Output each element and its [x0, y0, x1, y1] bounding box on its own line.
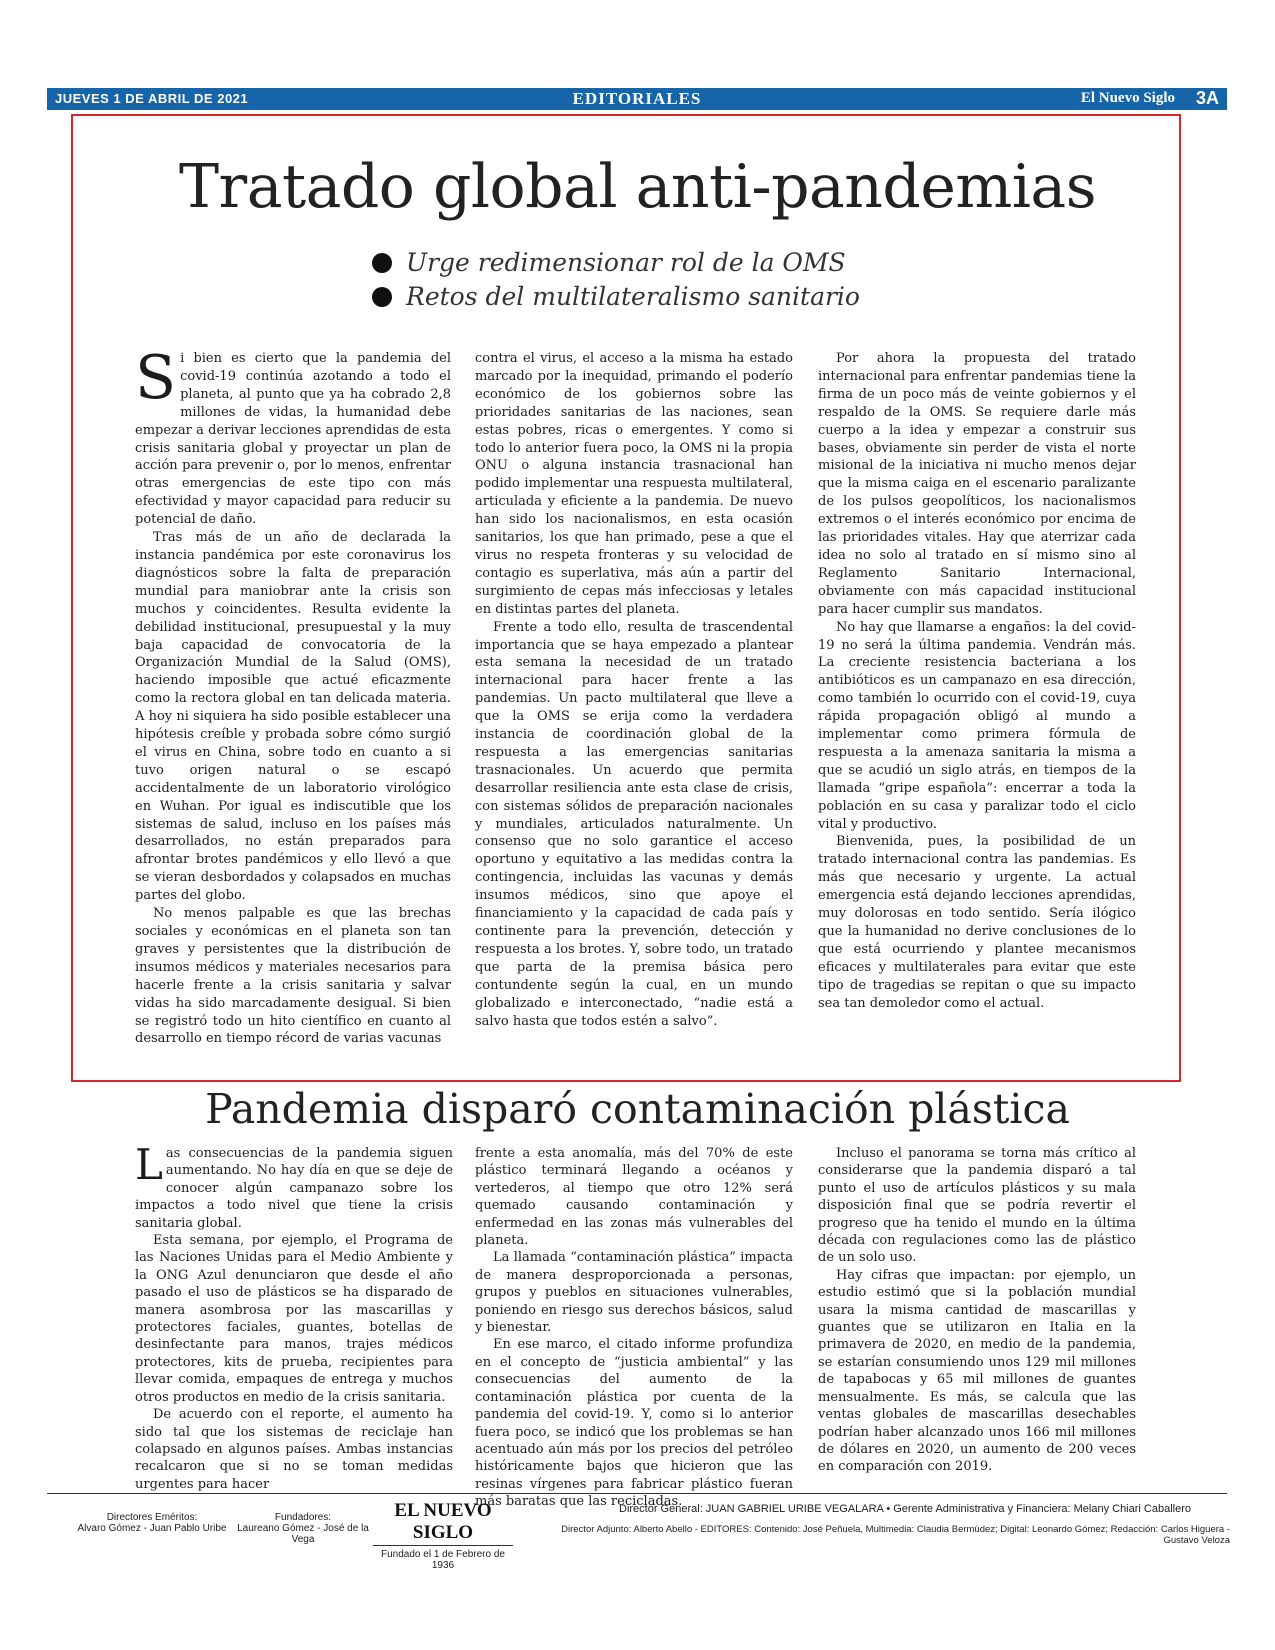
paragraph: De acuerdo con el reporte, el aumento ha sido tal que los sistemas de reciclaje han colapsado en algunos países. Ambas instancias recalcaron que si no se toman medidas urgentes para hacer	[135, 1407, 453, 1492]
paragraph: No menos palpable es que las brechas sociales y económicas en el planeta son tan graves y persistentes que la distribución de insumos médicos y materiales necesarios para hacerle frente a la crisis sanitaria y salvar vidas ha sido marcadamente desigual. Si bien se registró todo un hito científico en cuanto al desarrollo en tiempo récord de varias vacunas	[135, 906, 451, 1047]
paragraph: Por ahora la propuesta del tratado internacional para enfrentar pandemias tiene la firma de un poco más de veinte gobiernos y el respaldo de la OMS. Se requiere darle más cuerpo a la idea y empezar a construir sus bases, obviamente sin perder de vista el norte misional de la iniciativa ni mucho menos dejar que la misma caiga en el escenario paralizante de los pulsos geopolíticos, los nacionalismos extremos o el interés económico por encima de las prioridades vitales. Hay que aterrizar cada idea no solo al tratado en sí mismo sino al Reglamento Sanitario Internacional, obviamente con más capacidad institucional para hacer cumplir sus mandatos.	[818, 351, 1136, 617]
paragraph: Si bien es cierto que la pandemia del covid-19 continúa azotando a todo el planeta, al punto que ya ha cobrado 2,8 millones de vidas, la humanidad debe empezar a derivar lecciones aprendidas de esta crisis sanitaria global y proyectar un plan de acción para prevenir o, por lo menos, enfrentar otras emergencias de este tipo con más efectividad y mayor capacidad para reducir su potencial de daño.	[135, 343, 451, 528]
section-title: EDITORIALES	[572, 89, 702, 108]
paragraph: Esta semana, por ejemplo, el Programa de las Naciones Unidas para el Medio Ambiente y la ONG Azul denunciaron que desde el año pasado el uso de plásticos se ha disparado de manera asombrosa por las mascarillas y protectores faciales, guantes, botellas de desinfectante para manos, trajes médicos protectores, kits de prueba, recipientes para llevar comida, empaques de entrega y muchos otros productos en medio de la crisis sanitaria.	[135, 1233, 453, 1405]
editorial-1-column-3	[818, 350, 1136, 1013]
editorial-1-bullets	[372, 246, 860, 314]
founded-date: Fundado el 1 de Febrero de 1936	[381, 1549, 505, 1571]
staff-line-1: Director General: JUAN GABRIEL URIBE VEGALARA • Gerente Administrativa y Financiera: Melany Chiari Caballero	[619, 1503, 1191, 1515]
issue-date: JUEVES 1 DE ABRIL DE 2021	[55, 91, 249, 106]
paragraph: Bienvenida, pues, la posibilidad de un tratado internacional contra las pandemias. Es más que necesario y urgente. La actual emergencia está dejando lecciones aprendidas, muy dolorosas en todo sentido. Sería ilógico que la humanidad no derive conclusiones de lo que está ocurriendo y plantee mecanismos eficaces y multilaterales para evitar que este tipo de tragedias se repitan o que su impacto sea tan demoledor como el actual.	[818, 834, 1136, 1011]
bullet-item: Retos del multilateralismo sanitario	[372, 280, 860, 314]
editorial-2-column-3	[818, 1145, 1136, 1476]
paragraph: Tras más de un año de declarada la instancia pandémica por este coronavirus los diagnósticos sobre la falta de preparación mundial para maniobrar ante la crisis son muchos y coincidentes. Resulta evidente la debilidad institucional, presupuestal y la muy baja capacidad de convocatoria de la Organización Mundial de la Salud (OMS), haciendo imposible que actué eficazmente como la rectora global en tan delicada materia. A hoy ni siquiera ha sido posible establecer una hipótesis creíble y probada sobre cómo surgió el virus en China, sobre todo en cuanto a si tuvo origen natural o se escapó accidentalmente de un laboratorio virológico en Wuhan. Por igual es indiscutible que los sistemas de salud, incluso en los países más desarrollados, no están preparados para afrontar brotes pandémicos y ello llevó a que se vieran desbordados y colapsados en muchas partes del globo.	[135, 530, 451, 904]
footer-divider	[47, 1493, 1227, 1494]
header-bar	[47, 88, 1227, 110]
editorial-1-column-2	[475, 350, 793, 1030]
paragraph: En ese marco, el citado informe profundiza en el concepto de “justicia ambiental” y las consecuencias del aumento de la contaminación plástica por cuenta de la pandemia del covid-19. Y, como si lo anterior fuera poco, se indicó que los problemas se han acentuado aún más por los precios del petróleo históricamente bajos que hicieron que las resinas vírgenes para fabricar plástico fueran más baratas que las recicladas.	[475, 1337, 793, 1510]
paragraph: Frente a todo ello, resulta de trascendental importancia que se haya empezado a plantear esta semana la necesidad de un tratado internacional para hacer frente a las pandemias. Un pacto multilateral que lleve a que la OMS se erija como la verdadera instancia de coordinación global de la respuesta a las emergencias sanitarias trasnacionales. Un acuerdo que permita desarrollar resiliencia ante esta clase de crisis, con sistemas sólidos de preparación nacionales y mundiales, articulados naturalmente. Un consenso que no solo garantice el acceso oportuno y equitativo a las medidas contra la contingencia, incluidas las vacunas y demás insumos médicos, sino que apoye el financiamiento y la capacidad de cada país y continente para la prevención, detección y respuesta a los brotes. Y, sobre todo, un tratado que parta de la premisa básica pero contundente según la cual, en un mundo globalizado e interconectado, “nadie está a salvo hasta que todos estén a salvo”.	[475, 619, 793, 1029]
footer-staff	[540, 1503, 1230, 1546]
staff-line-2: Director Adjunto: Alberto Abello - EDITORES: Contenido: José Peñuela, Multimedia: Claudia Bermúdez; Digital: Leonardo Gómez; Redacción: Carlos Higuera - Gustavo Veloza	[561, 1524, 1230, 1546]
page-number: 3A	[1195, 88, 1219, 108]
footer-founders: Fundadores: Laureano Gómez - José de la Vega	[237, 1512, 369, 1545]
editorial-1-title: Tratado global anti-pandemias	[179, 152, 1096, 222]
newspaper-brand: El Nuevo Siglo	[1080, 90, 1175, 106]
bullet-item: Urge redimensionar rol de la OMS	[372, 246, 860, 280]
drop-cap: L	[135, 1140, 163, 1189]
footer-logo	[373, 1500, 513, 1571]
footer-directors: Directores Eméritos: Alvaro Gómez - Juan Pablo Uribe	[77, 1512, 227, 1534]
paragraph: Hay cifras que impactan: por ejemplo, un estudio estimó que si la población mundial usara la misma cantidad de mascarillas y guantes que se utilizaron en Italia en la primavera de 2020, en medio de la pandemia, se estarían consumiendo unos 129 mil millones de tapabocas y 65 mil millones de guantes mensualmente. Es más, se calcula que las ventas globales de mascarillas desechables podrían haber alcanzado unos 166 mil millones de dólares en 2020, un aumento de 200 veces en comparación con 2019.	[818, 1267, 1136, 1475]
paragraph: contra el virus, el acceso a la misma ha estado marcado por la inequidad, primando el poderío económico de los gobiernos sobre las prioridades sanitarias de las naciones, sean estas pobres, ricas o emergentes. Y como si todo lo anterior fuera poco, la OMS ni la propia ONU o alguna instancia trasnacional han podido implementar una respuesta multilateral, articulada y eficiente a la pandemia. De nuevo han sido los nacionalismos, en esta ocasión sanitarios, los que han primado, pese a que el virus no respeta fronteras y su velocidad de contagio es superlativa, más aún a partir del surgimiento de cepas más infecciosas y letales en distintas partes del planeta.	[475, 351, 793, 617]
editorial-2-column-1	[135, 1140, 453, 1493]
bullet-dot-icon	[372, 287, 392, 307]
editorial-2-title: Pandemia disparó contaminación plástica	[205, 1085, 1070, 1133]
editorial-1-column-1	[135, 343, 451, 1048]
newspaper-logo: EL NUEVO SIGLO	[373, 1500, 513, 1546]
drop-cap: S	[135, 343, 177, 413]
paragraph: frente a esta anomalía, más del 70% de este plástico terminará llegando a océanos y vertederos, al tiempo que otro 12% será quemado causando contaminación y enfermedad en las zonas más vulnerables del planeta.	[475, 1146, 793, 1249]
paragraph: Incluso el panorama se torna más crítico al considerarse que la pandemia disparó a tal punto el uso de artículos plásticos y su mala disposición final que se podría revertir el progreso que ha tenido el mundo en la última década con regulaciones como las de plástico de un solo uso.	[818, 1146, 1136, 1266]
paragraph: Las consecuencias de la pandemia siguen aumentando. No hay día en que se deje de conocer algún campanazo sobre los impactos a todo nivel que tiene la crisis sanitaria global.	[135, 1140, 453, 1231]
paragraph: No hay que llamarse a engaños: la del covid-19 no será la última pandemia. Vendrán más. La creciente resistencia bacteriana a los antibióticos es un campanazo en esa dirección, como también lo ocurrido con el covid-19, cuya rápida propagación obligó al mundo a implementar como primera fórmula de respuesta a la amenaza sanitaria la misma a que se acudió un siglo atrás, en tiempos de la llamada “gripe española”: encerrar a toda la población en su casa y paralizar todo el ciclo vital y productivo.	[818, 619, 1136, 832]
paragraph: La llamada “contaminación plástica” impacta de manera desproporcionada a personas, grupos y pueblos en situaciones vulnerables, poniendo en riesgo sus derechos básicos, salud y bienestar.	[475, 1250, 793, 1336]
editorial-2-column-2	[475, 1145, 793, 1511]
bullet-dot-icon	[372, 253, 392, 273]
